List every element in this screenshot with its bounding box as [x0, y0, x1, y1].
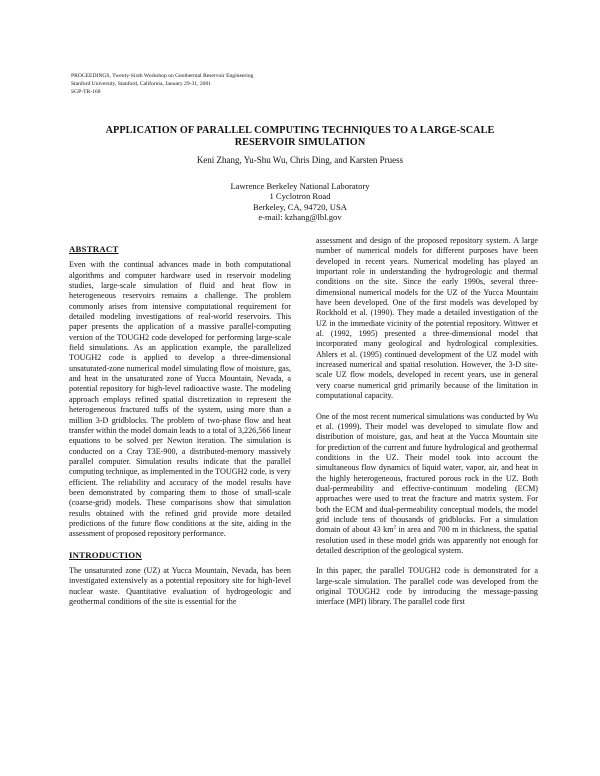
right-column: [316, 236, 538, 618]
header-line-1: PROCEEDINGS, Twenty-Sixth Workshop on Geothermal Reservoir Engineering: [71, 73, 254, 79]
left-column: [69, 236, 291, 617]
affiliation-street: 1 Cyclotron Road: [269, 191, 331, 202]
introduction-heading: INTRODUCTION: [69, 549, 142, 560]
proceedings-header: [71, 72, 531, 96]
author-list: Keni Zhang, Yu-Shu Wu, Chris Ding, and Karsten Pruess: [196, 155, 404, 165]
header-line-3: SGP-TR-168: [71, 89, 101, 95]
introduction-text: The unsaturated zone (UZ) at Yucca Mountain, Nevada, has been investigated extensively as a potential repository site for high-level nuclear waste. Quantitative evaluation of hydrogeologic and geothermal conditions of the site is essential for the: [69, 565, 291, 606]
intro-paragraph-3: In this paper, the parallel TOUGH2 code is demonstrated for a large-scale simulation. The parallel code was developed from the original TOUGH2 code by introducing the message-passing interface (MPI) library. The parallel code first: [316, 566, 538, 607]
abstract-heading: ABSTRACT: [69, 244, 119, 254]
intro-paragraph-2-end: in area and 700 m in thickness, the spatial resolution used in these model grids was apparently not enough for detailed description of the geological system.: [316, 525, 538, 555]
intro-paragraph-2: [316, 412, 538, 557]
affiliation-email: e-mail: kzhang@lbl.gov: [258, 212, 342, 223]
area-exponent: 2: [393, 525, 397, 531]
intro-paragraph-1: assessment and design of the proposed repository system. A large number of numerical models for different purposes have been developed in recent years. Numerical modeling has played an important role in understanding the hydrogeologic and thermal conditions on the site. Since the early 1990s, several three-dimensional numerical models for the UZ of the Yucca Mountain have been developed. One of the first models was developed by Rockhold et al. (1990). They made a detailed investigation of the UZ in the immediate vicinity of the potential repository. Wittwer et al. (1992, 1995) presented a three-dimensional model that incorporated many geological and hydrological complexities. Ahlers et al. (1995) continued development of the UZ model with increased numerical and spatial resolution. However, the 3-D site-scale UZ flow models, developed in recent years, use in general very coarse numerical grid primarily because of the limitation in computational capacity.: [316, 236, 538, 401]
abstract-text: Even with the continual advances made in both computational algorithms and computer hardware used in reservoir modeling studies, large-scale simulation of fluid and heat flow in heterogeneous reservoirs remains a challenge. The problem commonly arises from intensive computational requirement for detailed modeling investigations of real-world reservoirs. This paper presents the application of a massive parallel-computing version of the TOUGH2 code developed for performing large-scale field simulations. As an application example, the parallelized TOUGH2 code is applied to develop a three-dimensional unsaturated-zone numerical model simulating flow of moisture, gas, and heat in the unsaturated zone of Yucca Mountain, Nevada, a potential repository for high-level radioactive waste. The modeling approach employs refined spatial discretization to represent the heterogeneous fractured tuffs of the system, using more than a million 3-D gridblocks. The problem of two-phase flow and heat transfer within the model domain leads to a total of 3,226,566 linear equations to be solved per Newton iteration. The simulation is conducted on a Cray T3E-900, a distributed-memory massively parallel computer. Simulation results indicate that the parallel computing technique, as implemented in the TOUGH2 code, is very efficient. The reliability and accuracy of the model results have been demonstrated by comparing them to those of small-scale (coarse-grid) models. These comparisons show that simulation results obtained with the refined grid provide more detailed predictions of the future flow conditions at the site, aiding in the assessment of proposed repository performance.: [69, 260, 291, 539]
affiliation-block: [70, 181, 530, 223]
paper-title: [70, 125, 530, 149]
affiliation-city: Berkeley, CA, 94720, USA: [253, 201, 347, 212]
affiliation-org: Lawrence Berkeley National Laboratory: [230, 181, 370, 191]
intro-paragraph-2-start: One of the most recent numerical simulations was conducted by Wu et al. (1999). Their model was developed to simulate flow and distribution of moisture, gas, and heat at the Yucca Mountain site for prediction of the current and future hydrological and geothermal conditions in the UZ. Their model took into account the simultaneous flow dynamics of liquid water, vapor, air, and heat in the highly heterogeneous, fractured porous rock in the UZ. Both dual-permeability and effective-continuum modeling (ECM) approaches were used to treat the fracture and matrix system. For both the ECM and dual-permeability conceptual models, the model grid include tens of thousands of gridblocks. For a simulation domain of about 43 km: [316, 411, 538, 535]
title-line-1: APPLICATION OF PARALLEL COMPUTING TECHNIQUES TO A LARGE-SCALE: [105, 125, 495, 136]
title-line-2: RESERVOIR SIMULATION: [234, 137, 366, 148]
header-line-2: Stanford University, Stanford, California, January 29-31, 2001: [71, 81, 212, 87]
